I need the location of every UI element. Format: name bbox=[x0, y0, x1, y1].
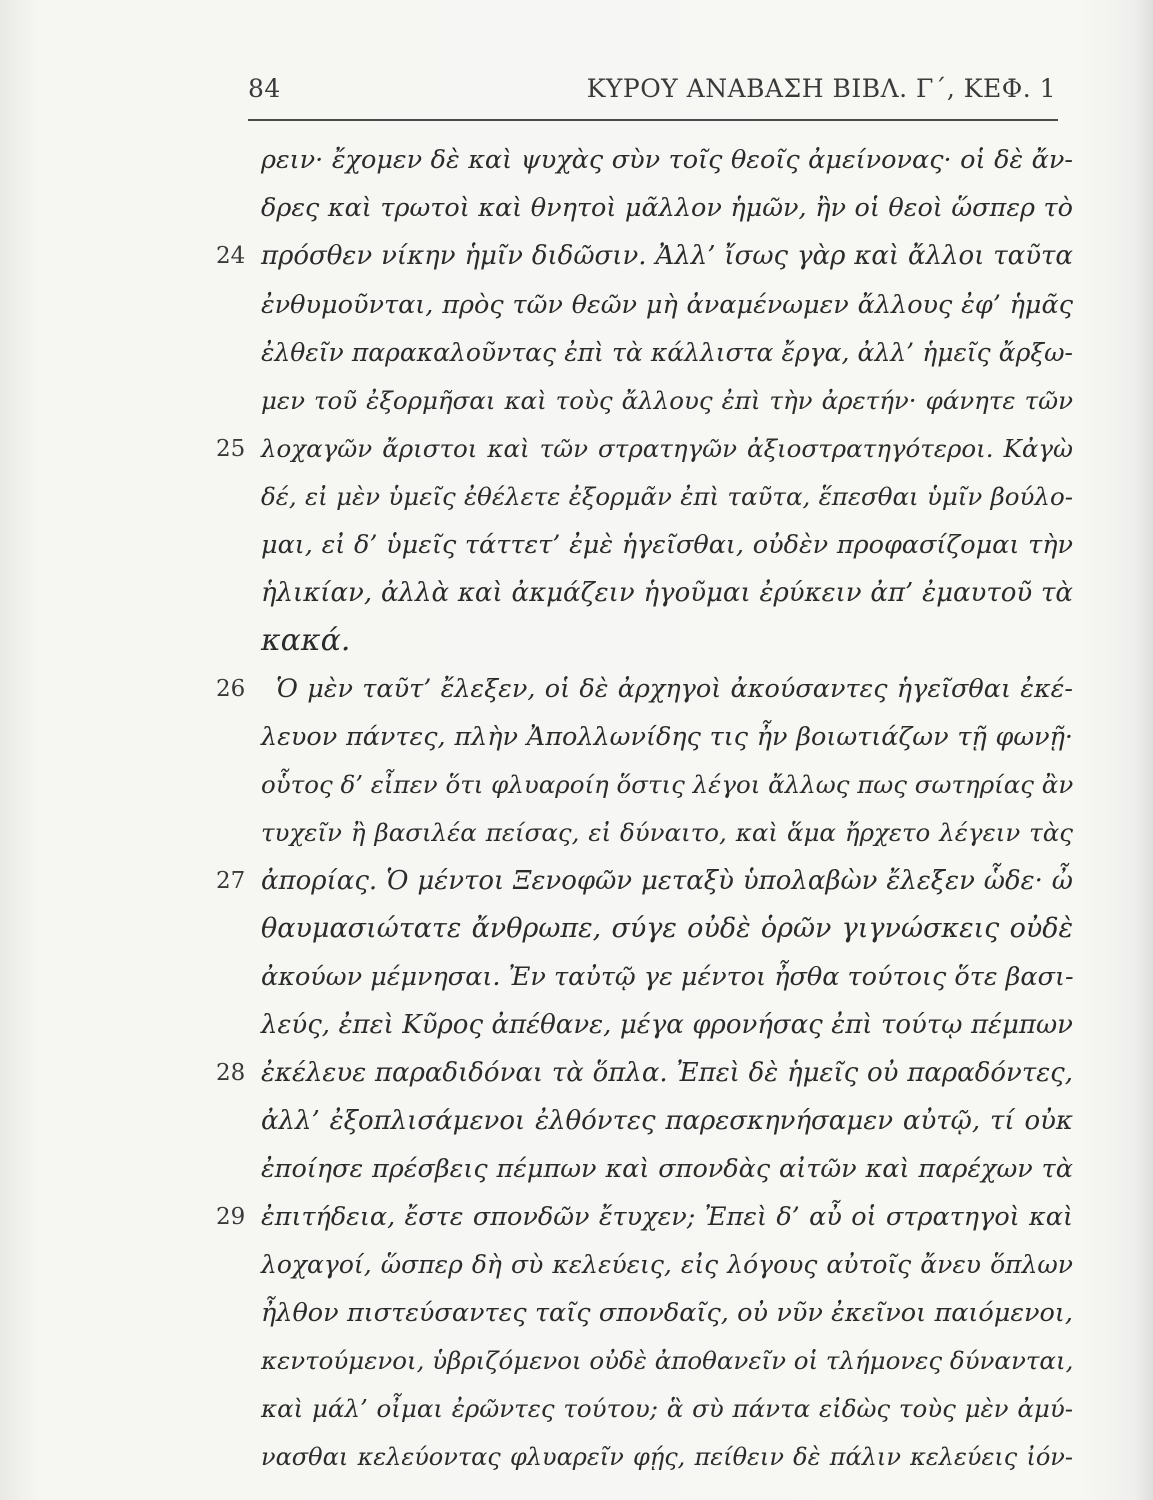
section-number: 28 bbox=[216, 1060, 246, 1086]
page-number: 84 bbox=[248, 74, 281, 103]
text-line: ἡλικίαν, ἀλλὰ καὶ ἀκμάζειν ἡγοῦμαι ἐρύκειν ἀπ’ ἐμαυτοῦ τὰ bbox=[261, 578, 1073, 608]
section-number: 29 bbox=[216, 1204, 246, 1230]
text-line: ἀλλ’ ἐξοπλισάμενοι ἐλθόντες παρεσκηνήσαμεν αὐτῷ, τί οὐκ bbox=[261, 1106, 1073, 1136]
text-line: λοχαγῶν ἄριστοι καὶ τῶν στρατηγῶν ἀξιοστρατηγότεροι. Κἀγὼ bbox=[261, 434, 1073, 463]
text-line: ἐνθυμοῦνται, πρὸς τῶν θεῶν μὴ ἀναμένωμεν ἄλλους ἐφ’ ἡμᾶς bbox=[261, 290, 1073, 320]
text-line: μεν τοῦ ἐξορμῆσαι καὶ τοὺς ἄλλους ἐπὶ τὴν ἀρετήν· φάνητε τῶν bbox=[261, 386, 1073, 415]
text-line: δέ, εἰ μὲν ὑμεῖς ἐθέλετε ἐξορμᾶν ἐπὶ ταῦτα, ἕπεσθαι ὑμῖν βούλο- bbox=[261, 482, 1073, 511]
text-line: ἐπιτήδεια, ἔστε σπονδῶν ἔτυχεν; Ἐπεὶ δ’ αὖ οἱ στρατηγοὶ καὶ bbox=[261, 1202, 1073, 1232]
text-line: λοχαγοί, ὥσπερ δὴ σὺ κελεύεις, εἰς λόγους αὐτοῖς ἄνευ ὅπλων bbox=[261, 1250, 1073, 1279]
running-title: ΚΥΡΟΥ ΑΝΑΒΑΣΗ ΒΙΒΛ. Γ΄, ΚΕΦ. 1 bbox=[586, 74, 1056, 103]
text-line: πρόσθεν νίκην ἡμῖν διδῶσιν. Ἀλλ’ ἴσως γὰρ καὶ ἄλλοι ταῦτα bbox=[261, 241, 1073, 271]
section-number: 25 bbox=[216, 436, 246, 462]
text-line: τυχεῖν ἢ βασιλέα πείσας, εἰ δύναιτο, καὶ ἅμα ἤρχετο λέγειν τὰς bbox=[261, 818, 1073, 847]
section-number: 26 bbox=[216, 676, 246, 702]
section-number: 24 bbox=[216, 243, 246, 269]
text-line: ἀκούων μέμνησαι. Ἐν ταὐτῷ γε μέντοι ἦσθα τούτοις ὅτε βασι- bbox=[261, 962, 1074, 992]
section-number: 27 bbox=[216, 868, 246, 894]
text-line: λεύς, ἐπεὶ Κῦρος ἀπέθανε, μέγα φρονήσας ἐπὶ τούτῳ πέμπων bbox=[261, 1010, 1073, 1040]
text-line: δρες καὶ τρωτοὶ καὶ θνητοὶ μᾶλλον ἡμῶν, ἢν οἱ θεοὶ ὥσπερ τὸ bbox=[261, 193, 1073, 223]
text-line: ἐλθεῖν παρακαλοῦντας ἐπὶ τὰ κάλλιστα ἔργα, ἀλλ’ ἡμεῖς ἄρξω- bbox=[261, 338, 1073, 367]
text-line: κεντούμενοι, ὑβριζόμενοι οὐδὲ ἀποθανεῖν οἱ τλήμονες δύνανται, bbox=[261, 1346, 1074, 1375]
text-line: Ὁ μὲν ταῦτ’ ἔλεξεν, οἱ δὲ ἀρχηγοὶ ἀκούσαντες ἡγεῖσθαι ἐκέ- bbox=[276, 674, 1073, 704]
text-line: ρειν· ἔχομεν δὲ καὶ ψυχὰς σὺν τοῖς θεοῖς ἀμείνονας· οἱ δὲ ἄν- bbox=[261, 145, 1073, 175]
text-line: θαυμασιώτατε ἄνθρωπε, σύγε οὐδὲ ὁρῶν γιγνώσκεις οὐδὲ bbox=[261, 913, 1073, 944]
text-line: ἦλθον πιστεύσαντες ταῖς σπονδαῖς, οὐ νῦν ἐκεῖνοι παιόμενοι, bbox=[261, 1298, 1073, 1328]
text-line: ἐκέλευε παραδιδόναι τὰ ὅπλα. Ἐπεὶ δὲ ἡμεῖς οὐ παραδόντες, bbox=[261, 1058, 1073, 1088]
text-line: κακά. bbox=[261, 623, 351, 658]
text-line: μαι, εἰ δ’ ὑμεῖς τάττετ’ ἐμὲ ἡγεῖσθαι, οὐδὲν προφασίζομαι τὴν bbox=[261, 530, 1073, 560]
text-line: καὶ μάλ’ οἶμαι ἐρῶντες τούτου; ἃ σὺ πάντα εἰδὼς τοὺς μὲν ἀμύ- bbox=[261, 1394, 1073, 1423]
text-line: οὗτος δ’ εἶπεν ὅτι φλυαροίη ὅστις λέγοι ἄλλως πως σωτηρίας ἂν bbox=[261, 770, 1074, 799]
text-line: νασθαι κελεύοντας φλυαρεῖν φῄς, πείθειν δὲ πάλιν κελεύεις ἰόν- bbox=[261, 1443, 1073, 1471]
text-line: ἐποίησε πρέσβεις πέμπων καὶ σπονδὰς αἰτῶν καὶ παρέχων τὰ bbox=[261, 1154, 1073, 1184]
text-line: ἀπορίας. Ὁ μέντοι Ξενοφῶν μεταξὺ ὑπολαβὼν ἔλεξεν ὧδε· ὦ bbox=[261, 866, 1073, 896]
text-line: λευον πάντες, πλὴν Ἀπολλωνίδης τις ἦν βοιωτιάζων τῇ φωνῇ· bbox=[261, 722, 1073, 752]
